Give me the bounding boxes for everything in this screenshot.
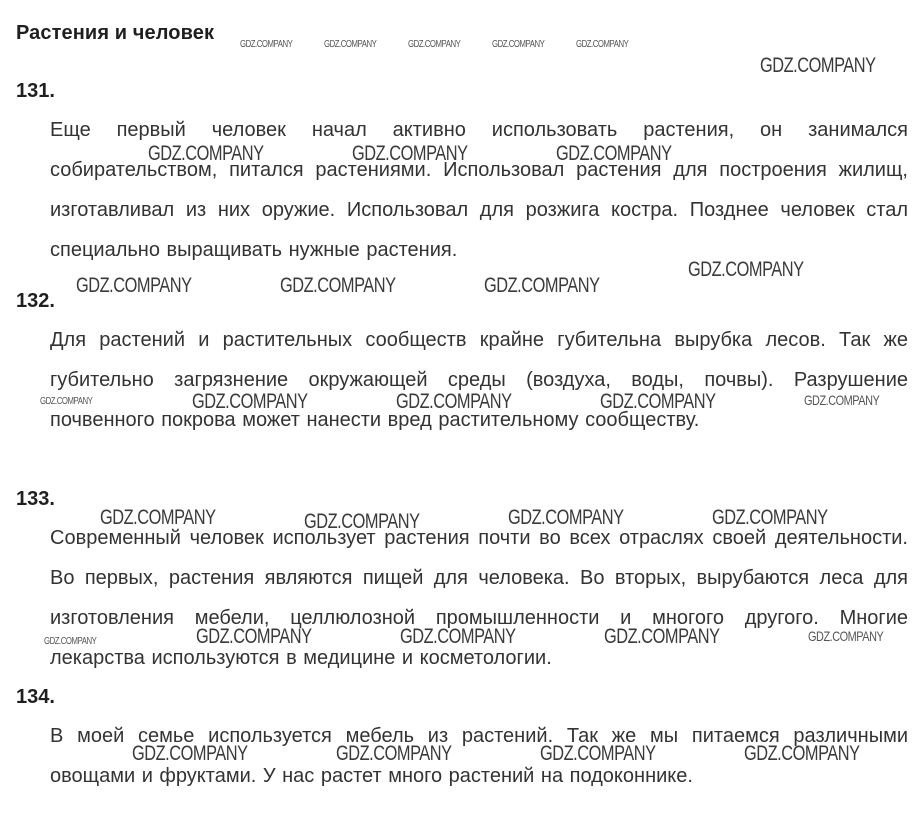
- watermark: GDZ.COMPANY: [540, 742, 656, 765]
- watermark: GDZ.COMPANY: [712, 506, 828, 529]
- task-answer-text: Для растений и растительных сообществ крайне губительна вырубка лесов. Так же губительно загрязнение окружающей среды (воздуха, воды, почвы). Разрушение почвенного покрова может нанести вред растительному сообществу.: [50, 329, 908, 431]
- watermark: GDZ.COMPANY: [396, 390, 512, 413]
- watermark: GDZ.COMPANY: [492, 39, 545, 50]
- watermark: GDZ.COMPANY: [240, 39, 293, 50]
- task-answer-text: Еще первый человек начал активно использовать растения, он занимался собирательством, питался растениями. Использовал растения для построения жилищ, изготавливал из них оружие. Использовал для розжига костра. Позднее человек стал специально выращивать нужные растения.: [50, 119, 908, 261]
- watermark: GDZ.COMPANY: [576, 39, 629, 50]
- watermark: GDZ.COMPANY: [44, 636, 97, 647]
- watermark: GDZ.COMPANY: [556, 142, 672, 165]
- watermark: GDZ.COMPANY: [804, 392, 880, 408]
- watermark: GDZ.COMPANY: [508, 506, 624, 529]
- watermark: GDZ.COMPANY: [148, 142, 264, 165]
- task-answer-text: В моей семье используется мебель из растений. Так же мы питаемся различными овощами и фруктами. У нас растет много растений на подоконнике.: [50, 725, 908, 787]
- task-number: 133.: [16, 488, 55, 510]
- task-number: 134.: [16, 686, 55, 708]
- task-answer-text: Современный человек использует растения почти во всех отраслях своей деятельности. Во первых, растения являются пищей для человека. Во вторых, вырубаются леса для изготовления мебели, целлюлозной промышленности и многого другого. Многие лекарства используются в медицине и косметологии.: [50, 527, 908, 669]
- watermark: GDZ.COMPANY: [688, 258, 804, 281]
- watermark: GDZ.COMPANY: [484, 274, 600, 297]
- watermark: GDZ.COMPANY: [100, 506, 216, 529]
- watermark: GDZ.COMPANY: [352, 142, 468, 165]
- watermark: GDZ.COMPANY: [400, 625, 516, 648]
- page-title: Растения и человек: [16, 22, 215, 44]
- watermark: GDZ.COMPANY: [196, 625, 312, 648]
- watermark: GDZ.COMPANY: [760, 54, 876, 77]
- watermark: GDZ.COMPANY: [40, 396, 93, 407]
- watermark: GDZ.COMPANY: [600, 390, 716, 413]
- watermark: GDZ.COMPANY: [132, 742, 248, 765]
- watermark: GDZ.COMPANY: [280, 274, 396, 297]
- task-number: 131.: [16, 80, 55, 102]
- watermark: GDZ.COMPANY: [324, 39, 377, 50]
- task-number: 132.: [16, 290, 55, 312]
- watermark: GDZ.COMPANY: [808, 628, 884, 644]
- watermark: GDZ.COMPANY: [304, 510, 420, 533]
- watermark: GDZ.COMPANY: [408, 39, 461, 50]
- watermark: GDZ.COMPANY: [192, 390, 308, 413]
- watermark: GDZ.COMPANY: [336, 742, 452, 765]
- watermark: GDZ.COMPANY: [76, 274, 192, 297]
- watermark: GDZ.COMPANY: [744, 742, 860, 765]
- watermark: GDZ.COMPANY: [604, 625, 720, 648]
